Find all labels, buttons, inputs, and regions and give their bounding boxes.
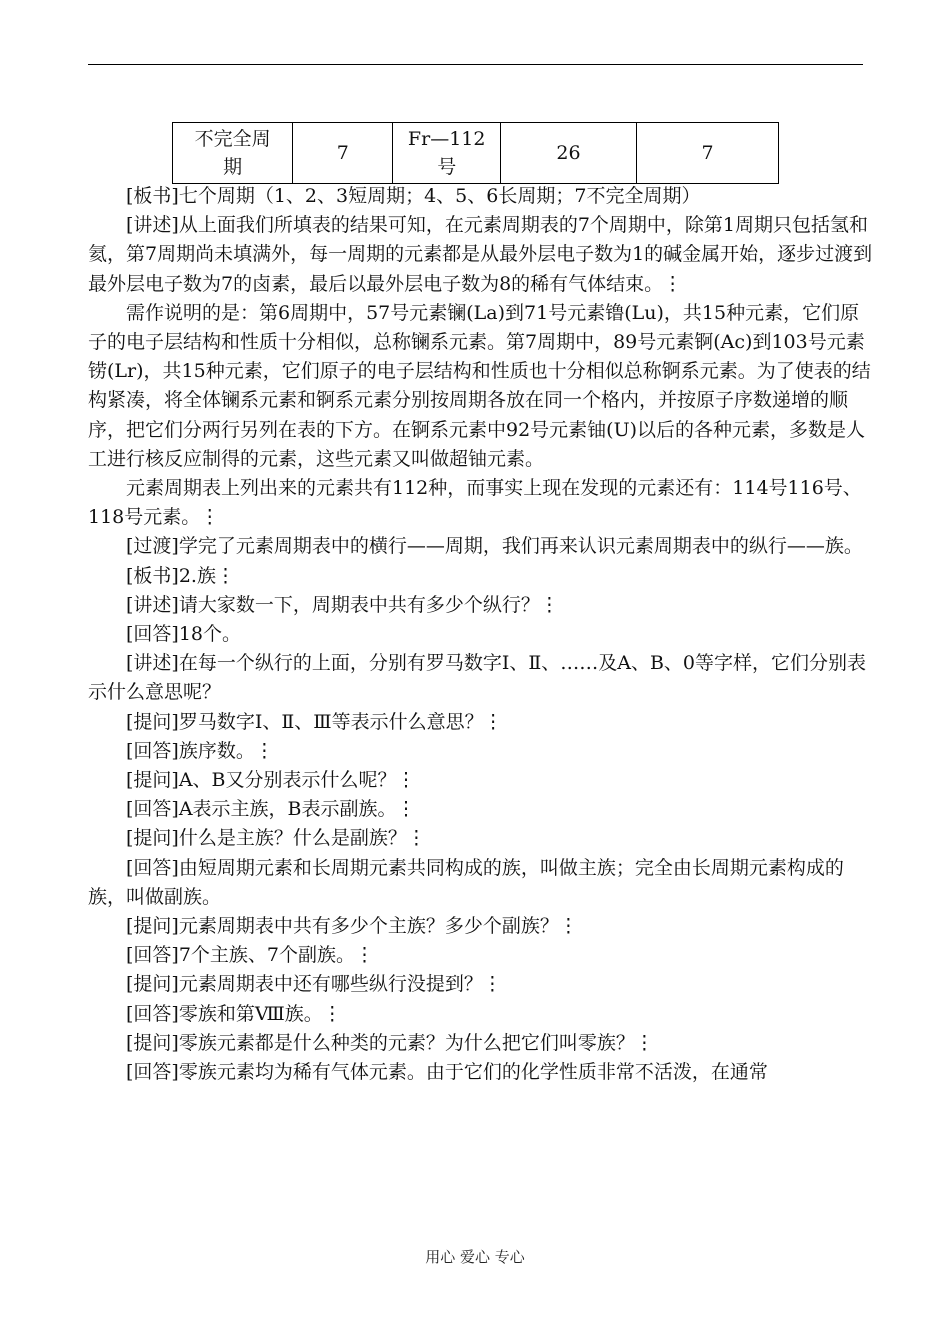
paragraph: [回答]族序数。⋮ [126,739,274,762]
paragraph: [提问]什么是主族？什么是副族？⋮ [126,827,426,850]
table-cell-period-type: 不完全周 期 [173,123,293,184]
paragraph: [板书]七个周期（1、2、3短周期；4、5、6长周期；7不完全周期） [126,185,701,207]
paragraph: [回答]零族和第Ⅷ族。⋮ [126,1002,342,1025]
paragraph: [提问]A、B又分别表示什么呢？⋮ [126,769,416,792]
paragraph: 需作说明的是：第6周期中，57号元素镧(La)到71号元素镥(Lu)，共15种元素，它们原子的电子层结构和性质十分相似，总称镧系元素。第7周期中，89号元素锕(Ac)到103号元素铹(Lr)，共15种元素，它们原子的电子层结构和性质也十分相似总称锕系元素。为了使表的结构紧凑，将全体镧系元素和锕系元素分别按周期各放在同一个格内，并按原子序数递增的顺序，把它们分两行另列在表的下方。在锕系元素中92号元素铀(U)以后的各种元素，多数是人工进行核反应制得的元素，这些元素又叫做超铀元素。 [88,301,871,470]
paragraph: [回答]零族元素均为稀有气体元素。由于它们的化学性质非常不活泼，在通常 [126,1061,768,1084]
paragraph: [过渡]学完了元素周期表中的横行——周期，我们再来认识元素周期表中的纵行——族。 [126,535,863,558]
paragraph: [讲述]从上面我们所填表的结果可知，在元素周期表的7个周期中，除第1周期只包括氢和氦，第7周期尚未填满外，每一周期的元素都是从最外层电子数为1的碱金属开始，逐步过渡到最外层电子数为7的卤素，最后以最外层电子数为8的稀有气体结束。⋮ [88,214,873,295]
paragraph: [讲述]请大家数一下，周期表中共有多少个纵行？⋮ [126,593,559,616]
page-footer: 用心 爱心 专心 [425,1248,525,1266]
paragraph: [提问]罗马数字Ⅰ、Ⅱ、Ⅲ等表示什么意思？⋮ [126,710,503,733]
paragraph: [回答]A表示主族，B表示副族。⋮ [126,798,416,821]
document-body [88,182,878,1087]
table-cell-element-range: Fr—112 号 [393,123,500,184]
paragraph: [回答]18个。 [126,623,242,646]
table-cell-period-number: 7 [293,123,393,184]
paragraph: [提问]零族元素都是什么种类的元素？为什么把它们叫零族？⋮ [126,1031,654,1054]
table-row [173,123,779,184]
paragraph: [讲述]在每一个纵行的上面，分别有罗马数字Ⅰ、Ⅱ、……及A、B、0等字样，它们分别表示什么意思呢？ [88,652,867,704]
paragraph: [提问]元素周期表中共有多少个主族？多少个副族？⋮ [126,915,578,938]
paragraph: 元素周期表上列出来的元素共有112种，而事实上现在发现的元素还有：114号116号、118号元素。⋮ [88,477,862,529]
table-cell-element-count: 26 [500,123,636,184]
paragraph: [回答]由短周期元素和长周期元素共同构成的族，叫做主族；完全由长周期元素构成的族，叫做副族。 [88,856,844,908]
header-rule [88,64,863,65]
paragraph: [板书]2.族⋮ [126,564,235,587]
paragraph: [回答]7个主族、7个副族。⋮ [126,944,375,967]
table-cell-shell-count: 7 [637,123,779,184]
paragraph: [提问]元素周期表中还有哪些纵行没提到？⋮ [126,973,502,996]
period-table [172,122,779,184]
